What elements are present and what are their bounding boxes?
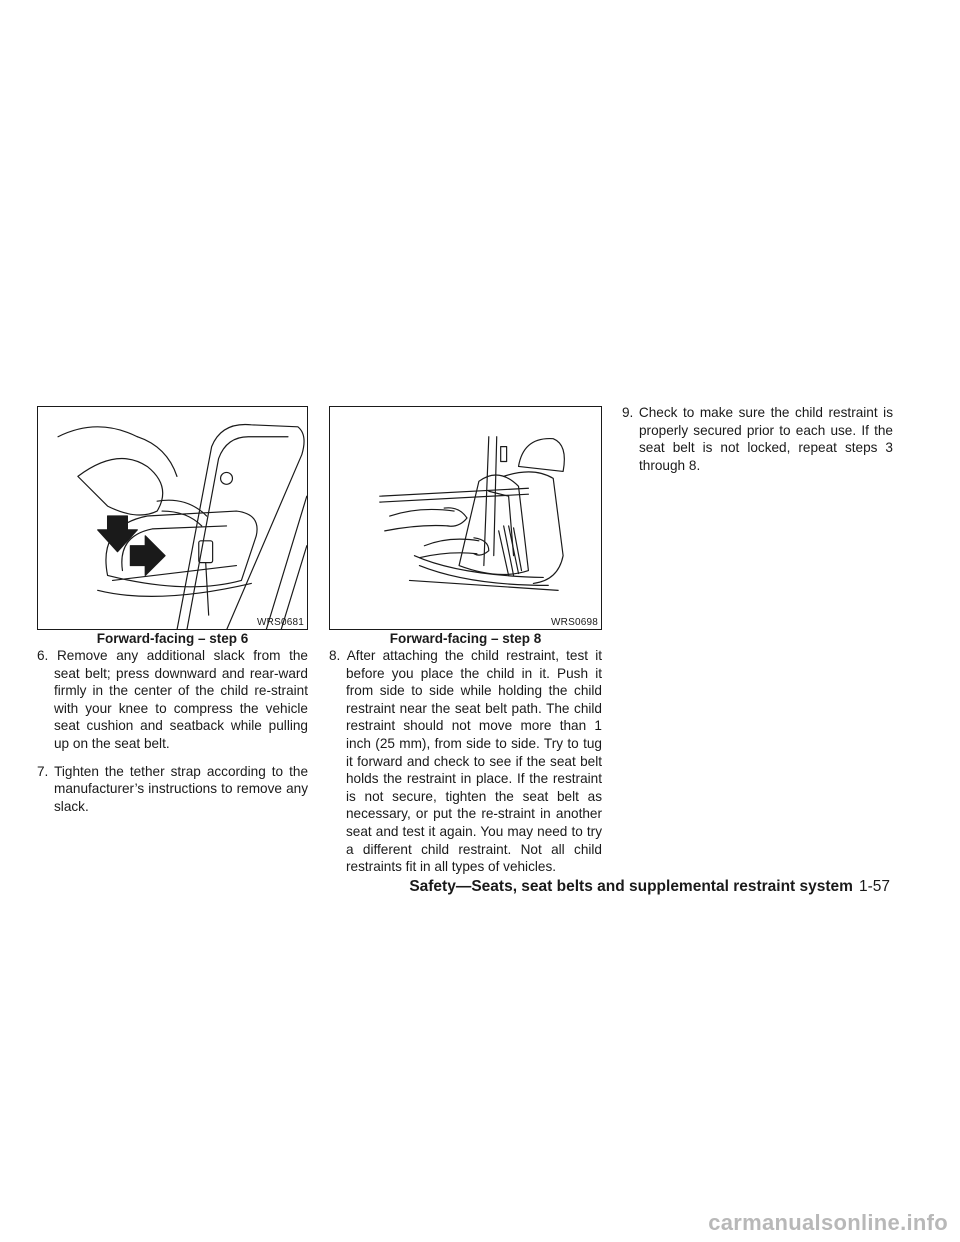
figure-code: WRS0698 <box>551 617 598 628</box>
illustration-push-test <box>330 407 601 629</box>
step-6: 6. Remove any additional slack from the seat belt; press downward and rear-ward firmly in the center of the child re-straint with your knee to compress the vehicle seat cushion and seatback while pulling up on the seat belt. <box>37 648 308 751</box>
page-footer <box>409 878 890 896</box>
figure-caption: Forward-facing – step 6 <box>96 631 249 646</box>
watermark: carmanualsonline.info <box>708 1210 948 1235</box>
figure-step-6 <box>37 406 308 630</box>
figure-code: WRS0681 <box>257 617 304 628</box>
column-3 <box>622 406 893 484</box>
illustration-knee-press <box>38 407 307 629</box>
column-1 <box>37 406 308 825</box>
section-title: Safety—Seats, seat belts and supplemental restraint system <box>409 878 853 895</box>
figure-caption: Forward-facing – step 8 <box>389 631 542 646</box>
figure-step-8 <box>329 406 602 630</box>
column-2 <box>329 406 602 886</box>
step-8: 8. After attaching the child restraint, test it before you place the child in it. Push it from side to side while holding the child restraint near the seat belt path. The child restraint should not move more than 1 inch (25 mm), from side to side. Try to tug it forward and check to see if the seat belt holds the restraint in place. If the restraint is not secure, tighten the seat belt as necessary, or put the re-straint in another seat and test it again. You may need to try a different child restraint. Not all child restraints fit in all types of vehicles. <box>329 648 602 875</box>
step-7: 7. Tighten the tether strap according to the manufacturer’s instructions to remove any slack. <box>37 763 308 814</box>
page-number: 1-57 <box>858 878 890 895</box>
step-9: 9. Check to make sure the child restraint is properly secured prior to each use. If the seat belt is not locked, repeat steps 3 through 8. <box>622 405 893 473</box>
